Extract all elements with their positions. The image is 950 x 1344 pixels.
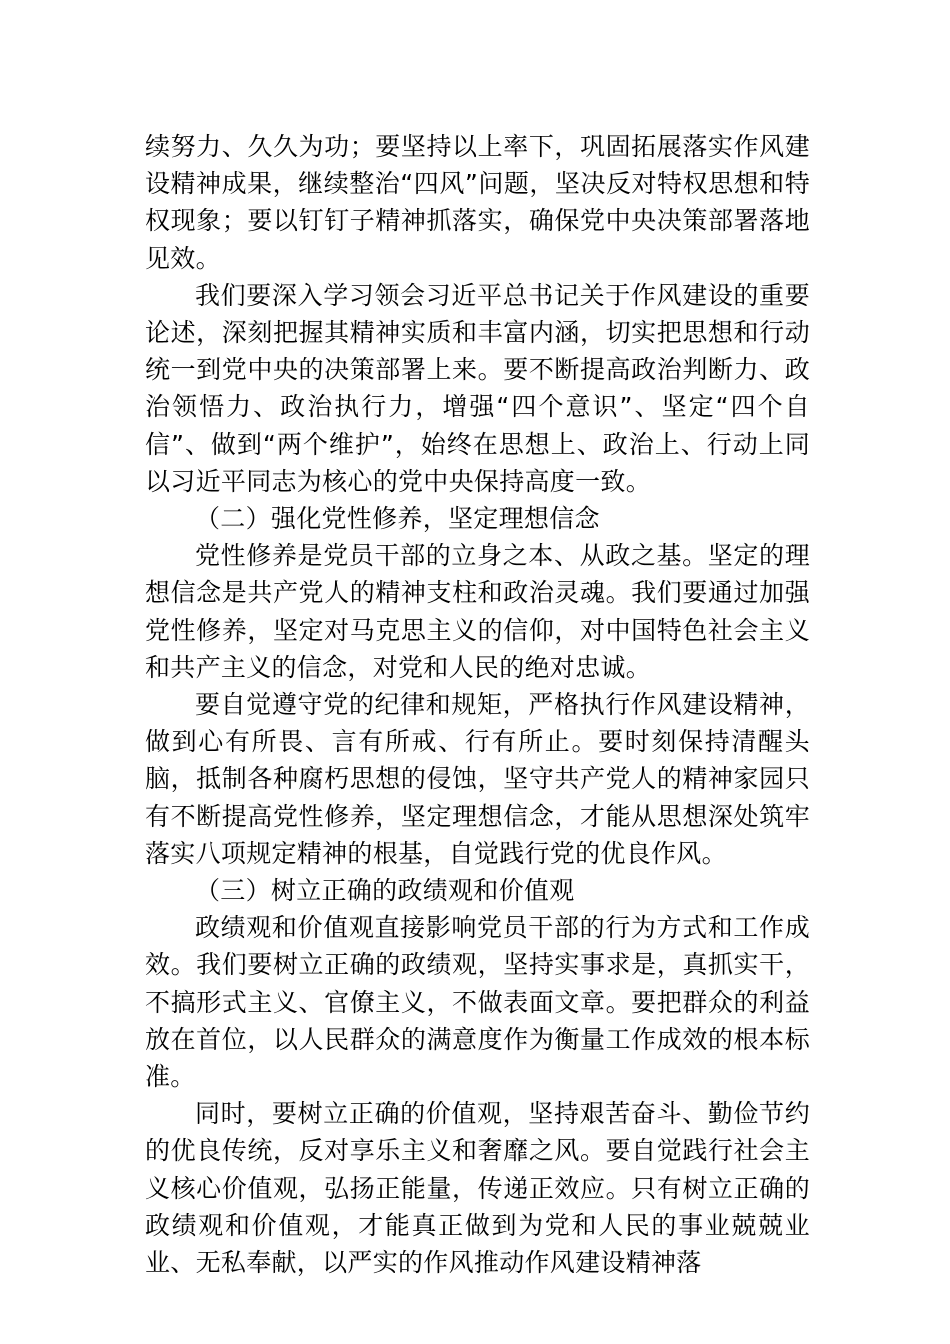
paragraph-4: 要自觉遵守党的纪律和规矩，严格执行作风建设精神，做到心有所畏、言有所戒、行有所止。要时刻保持清醒头脑，抵制各种腐朽思想的侵蚀，坚守共产党人的精神家园只有不断提高党性修养，坚定理想信念，才能从思想深处筑牢落实八项规定精神的根基，自觉践行党的优良作风。: [145, 690, 810, 868]
paragraph-2: 我们要深入学习领会习近平总书记关于作风建设的重要论述，深刻把握其精神实质和丰富内涵，切实把思想和行动统一到党中央的决策部署上来。要不断提高政治判断力、政治领悟力、政治执行力，增强“四个意识”、坚定“四个自信”、做到“两个维护”，始终在思想上、政治上、行动上同以习近平同志为核心的党中央保持高度一致。: [145, 280, 810, 496]
section-heading-3: （三）树立正确的政绩观和价值观: [195, 876, 575, 906]
section-heading-2: （二）强化党性修养，坚定理想信念: [195, 504, 600, 534]
document-body: [145, 128, 810, 1281]
paragraph-5: 政绩观和价值观直接影响党员干部的行为方式和工作成效。我们要树立正确的政绩观，坚持实事求是，真抓实干，不搞形式主义、官僚主义，不做表面文章。要把群众的利益放在首位，以人民群众的满意度作为衡量工作成效的根本标准。: [145, 913, 810, 1092]
paragraph-1: 续努力、久久为功；要坚持以上率下，巩固拓展落实作风建设精神成果，继续整治“四风”问题，坚决反对特权思想和特权现象；要以钉钉子精神抓落实，确保党中央决策部署落地见效。: [145, 132, 810, 273]
paragraph-6: 同时，要树立正确的价值观，坚持艰苦奋斗、勤俭节约的优良传统，反对享乐主义和奢靡之风。要自觉践行社会主义核心价值观，弘扬正能量，传递正效应。只有树立正确的政绩观和价值观，才能真正做到为党和人民的事业兢兢业业、无私奉献，以严实的作风推动作风建设精神落: [145, 1099, 810, 1278]
paragraph-3: 党性修养是党员干部的立身之本、从政之基。坚定的理想信念是共产党人的精神支柱和政治灵魂。我们要通过加强党性修养，坚定对马克思主义的信仰，对中国特色社会主义和共产主义的信念，对党和人民的绝对忠诚。: [145, 541, 810, 682]
